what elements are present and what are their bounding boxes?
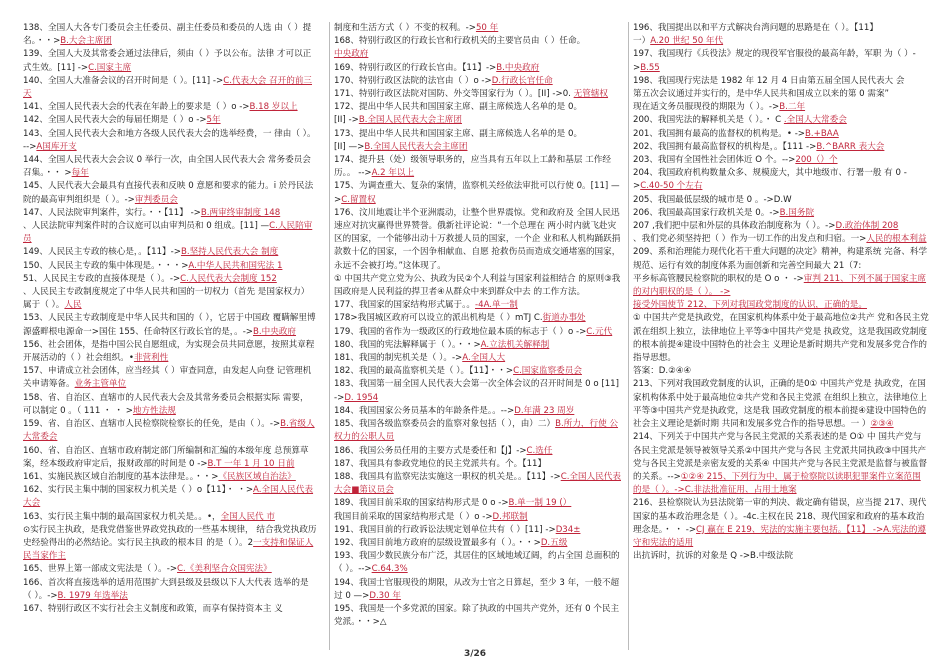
text-line (23, 246, 317, 259)
answer-text: B.国务院 (779, 207, 815, 218)
text-line (334, 378, 624, 404)
text-line (334, 537, 624, 550)
text-line (334, 101, 624, 114)
question-text: 143、全国人民代表大会和地方各级人民代表大会的选举经费，一 律由（ ）。 --> (23, 128, 316, 152)
text-line (334, 352, 624, 365)
answer-text: A.中华人民共和国宪法 1 (188, 260, 283, 271)
text-line (334, 62, 624, 75)
answer-text: B.省级人大常委会 (23, 419, 315, 443)
text-line (633, 101, 929, 114)
question-text: 213、下列对我国政党制度的认识，正确的是0① 中国共产党是 执政党，在国家机构体系中处于最高地位②共产党和各民主党派 在组织上独立，法律地位上平等③中国共产党是执政党，这是我 国政党制度的根本前提④建设中国特色的社会主义理论是新时期 共同和发展多党合作的指导思想。一 ） (633, 379, 928, 430)
text-line (633, 141, 929, 154)
text-line (23, 471, 317, 484)
text-line (633, 194, 929, 207)
question-text: 165、世界上第一部成文宪法是（ ）。-> (23, 564, 178, 575)
question-text: 185、我国各级监察委员会的监察对象包括（ ），由）二） (334, 419, 556, 430)
text-line (633, 128, 929, 141)
text-line (334, 154, 624, 180)
question-text: 187、我国具有参政党地位的民主党派共有。个。【11】 (334, 458, 547, 469)
text-line (334, 577, 624, 603)
answer-text: B.^BARR 表大会 (816, 141, 885, 152)
answer-text: D. 1954 (344, 392, 379, 403)
question-text: ① 中国共产党立党为公、执政为民②个人利益与国家利益相结合 的原则③我国政府是人民利益的捍卫者④从群众中来到群众中去 的工作方法。 (334, 273, 621, 298)
answer-text: D.政治体制 208 (835, 221, 899, 232)
question-text: 209、系和治理能力现代化若干重大问题的决定》精神，构建系统 完备、科学规范、运行有效的制度体系为面创新和完善空间最大 21（7: (633, 247, 928, 271)
text-line (633, 431, 929, 497)
answer-text: C.代表大会 召开的前三天 (23, 75, 313, 100)
text-line (633, 75, 929, 88)
question-text: 153、人民民主专政制度是中华人民共和国的（ ），它居于中国政 覆瞒解里博源盛畔根电源命一>国住 155、任命特区行政长官的是，。-> (23, 313, 316, 337)
answer-text: 审判委员会 (134, 194, 178, 205)
answer-text: B.二年 (779, 102, 806, 113)
answer-text: -4A.单一制 (475, 300, 518, 311)
answer-text: 审判 211、下列不属于国家主席的对内职权的是（ ）。 -> (633, 273, 927, 298)
answer-text: C.人民代表大会制度 152 (180, 273, 277, 284)
text-line (633, 550, 929, 563)
text-line (334, 405, 624, 418)
answer-text: D.30 年 (369, 590, 401, 601)
answer-text: 业务主管单位 (74, 379, 127, 390)
question-text: 170、特别行政区法院的法官由（ ）o -> (334, 75, 492, 86)
question-text: 我国目前采取的国家结构形式是（ ）o -> (334, 511, 493, 522)
answer-text: B.单一制 19 (） (508, 498, 572, 509)
answer-text: 非营利性 (133, 353, 169, 364)
question-text: 181、我国的制宪机关是（ ）。-> (334, 353, 463, 364)
text-line (23, 114, 317, 127)
text-line (334, 418, 624, 444)
question-text: 出抗诉时，抗诉的对象是 Q ->B.中级法院 (633, 551, 794, 562)
answer-text: 全国人民代 市 (220, 511, 275, 522)
text-line (633, 365, 929, 378)
question-text: 179、我国的省作为一级政区的行政地位最本质的标志于（ ）o -> (334, 326, 587, 337)
text-line (23, 154, 317, 180)
answer-text: D.五级 (540, 537, 568, 548)
question-text: 现在适文务员服现役的期限为（ ）。-> (633, 102, 780, 113)
page-number: 3/26 (463, 649, 487, 659)
text-line (334, 312, 624, 325)
answer-text: B.两审终审制度 148 (200, 207, 281, 218)
question-text: 、我们党必须坚持把（ ）作为一切工作的出发点和归宿。一> (633, 234, 867, 245)
text-line (633, 22, 929, 35)
answer-text: C.《美利坚合众国宪法》 (177, 564, 272, 575)
question-text: 191、我国目前的行政诉讼法规定划单位共有（ ）[11] -> (334, 524, 556, 535)
question-text: ① 中国共产党是执政党，在国家机构体系中处于最高地位②共产 党和各民主党派在组织上独立，法律地位上平等③中国共产党是 执政党，这是我国政党制度的根本前提④建设中国特色的社会主 义理论是新时期共产党和发展多党合作的指导思想。 (633, 313, 929, 364)
text-line (334, 326, 624, 339)
question-text: [II] —> (334, 141, 365, 152)
question-text: 156、社会团体，是指中国公民自愿组成，为实现会员共同意愿，按照其章程开展活动的（ ）社会组织。• (23, 339, 315, 364)
text-line (23, 22, 317, 48)
question-text: 163、实行民主集中制的最高国家权力机关是。。•， (23, 511, 221, 522)
question-text: 201、我国拥有最高的监督权的机构是。• -> (633, 128, 806, 139)
question-text: [II] -> (334, 115, 359, 126)
text-line (633, 88, 929, 101)
text-line (334, 22, 624, 35)
text-line (334, 35, 624, 48)
question-text: 172、提出中华人民共和国国家主席、副主席候选人名单的是 0。 (334, 102, 583, 113)
text-line (23, 312, 317, 338)
text-line (633, 167, 929, 193)
column-right (628, 22, 929, 650)
text-line (23, 365, 317, 391)
text-line (334, 458, 624, 471)
question-text: 145、人民代表大会最具有直接代表和反映 0 意愿和要求的能力。i 於丹民法院的最高审判组织是（ ）。-> (23, 181, 314, 205)
question-text: 214、下列关于中国共产党与各民主党派的关系表述的是 O① 中 国共产党与各民主党派是领导被领导关系②中国共产党与各民 主党派共同执政③中国共产党与各民主党派是亲密友爱的关系④ 中国共产党与各民主党派是监督与被监督的关系。--> (633, 432, 928, 482)
question-text: 216、县检察院认为县法院第一审的判决、裁定确有错误，应当提 217、现代国家的基本政治理念是（ ）。-4c.主权在民 218、现代国家和政府的基本政治理念是。・ ・ -> (633, 498, 927, 535)
question-text: 制度和生活方式（ ）不变的权利。-> (334, 23, 476, 33)
column-middle (329, 22, 624, 650)
question-text: 160、省、自治区、直辖市政府制定部门所编制和汇编的本级年度 总预算草案，经本级政府审定后，报财政部的时间是 0 -> (23, 445, 309, 469)
answer-text: C.留置权 (341, 194, 376, 205)
text-line (334, 128, 624, 141)
answer-text: B.中央政府 (496, 62, 540, 73)
text-line (334, 471, 624, 497)
answer-text: C.人民陪审员 (23, 221, 313, 245)
question-text: 138、全国人大各专门委员会主任委员、副主任委员和委员的人选 由（ ）提名。・・> (23, 23, 312, 47)
question-text: 166、首次将直接选举的适用范围扩大到县级及县级以下人大代表 选举的是（ ）。-> (23, 577, 309, 601)
answer-text: 人民的根本利益 (866, 234, 927, 245)
question-text: 167、特别行政区不实行社会主义制度和政策，而享有保持资本主 义 (23, 603, 283, 614)
text-line (633, 48, 929, 74)
question-text: 202、我国拥有最高监督权的机构是，。【111 -> (633, 141, 817, 152)
question-text: 175、为调查重大、复杂的案情，监察机关经依法审批可以行使 0。[11] —> (334, 181, 620, 205)
text-line (334, 365, 624, 378)
text-line (23, 445, 317, 471)
question-text: 173、提出中华人民共和国国家主席、副主席候选人名单的是 0。 (334, 128, 583, 139)
answer-text: B.18 岁以上 (249, 102, 298, 113)
question-text: 一） (633, 36, 651, 47)
answer-text: C.元代 (586, 326, 613, 337)
text-line (633, 207, 929, 220)
question-text: 192、我国目前地方政府的层级设置最多有（ ）。・・> (334, 537, 541, 548)
question-text: 183、我国第一届全国人民代表大会第一次全体会议的召开时间是 0 o [11] -> (334, 379, 619, 403)
answer-text: 一支持和保证人民当家作主 (23, 537, 314, 562)
text-line (23, 128, 317, 154)
question-text: 147、人民法院审判案件，实行。・・【11】 -> (23, 207, 201, 218)
answer-text: B. 1979 年选举法 (57, 590, 128, 601)
question-text: 203、我国有全国性社会团体近 O 个。--> (633, 155, 796, 166)
answer-text: CJ 赢在 E 219、宪法的实施主要包括。【11】 ->A.宪法的遵守和宪法的适用 (633, 524, 927, 548)
text-line (633, 233, 929, 246)
text-line (633, 114, 929, 127)
question-text: 161、实施民族区域自治制度的基本法律是。。・・> (23, 471, 219, 482)
question-text: 184、我国国家公务员基本的年龄条件是。。--> (334, 405, 515, 416)
answer-text: C.选任 (526, 445, 553, 456)
answer-text: C.64.3% (371, 564, 408, 575)
question-text: 141、全国人民代表大会的代表在年龄上的要求是（ ）o -> (23, 102, 250, 113)
question-text: 149、人民民主专政的核心是，。【11】-> (23, 247, 181, 258)
text-line (633, 273, 929, 299)
text-line (633, 378, 929, 431)
question-text: 197、我国现行《兵役法》规定的现役军官服役的最高年龄，军职 为（ ）-> (633, 49, 916, 73)
text-line (23, 75, 317, 101)
question-text: 158、省、自治区、直辖市的人民代表大会及其常务委员会根据实际 需要，可以制定 0 。（ 111 ・ ・ > (23, 392, 309, 416)
question-text: 140、全国人大准备会议的召开时间是（ ）。[11] -> (23, 75, 224, 86)
text-line (334, 75, 624, 88)
answer-text: C.40-50 个左右 (640, 181, 703, 192)
text-line (633, 35, 929, 48)
answer-text: B.所力，行使 公 权力的公职人员 (334, 419, 619, 443)
text-line (334, 524, 624, 537)
text-line (334, 339, 624, 352)
answer-text: B.全国人民代表大会主席团 (358, 115, 462, 126)
text-line (23, 48, 317, 74)
column-left (23, 22, 317, 650)
question-text: 162、实行民主集中制的国家权力机关是（ ）o【11】・ ・> (23, 485, 254, 496)
text-line (23, 101, 317, 114)
text-line (334, 497, 624, 510)
answer-text: C.国家主席 (88, 62, 132, 73)
answer-text: C.全国人民代表大会■第议员会 (334, 471, 621, 496)
answer-text: 《民族区域自治法》 (218, 471, 296, 482)
question-text: 189、我国目前采取的国家结构形式是 0 o -> (334, 498, 509, 509)
question-text: 144、全国人民代表大会会议 0 举行一次，由全国人民代表大会 常务委员会召集。・・ > (23, 155, 311, 179)
question-text: 188、我国具有监察宪法实施这一职权的机关是。。【11】-> (334, 471, 561, 482)
answer-text: D.邦联制 (492, 511, 528, 522)
question-text: 186、我国公务员任用的主要方式是委任和【J】-> (334, 445, 527, 456)
text-line (23, 339, 317, 365)
text-line (23, 286, 317, 312)
question-text: 159、省、自治区、直辖市人民检察院检察长的任免，是由（ ）。-> (23, 419, 281, 430)
text-line (633, 497, 929, 550)
question-text: 194、我国士官服现役的期限，从改为士官之日算起，至少 3 年，一般不超过 0 —> (334, 577, 620, 601)
question-text: 193、我国少数民族分布广泛，其居住的区域地域辽阔，约占全国 总面积的（ ）。--> (334, 551, 620, 575)
question-text: 139、全国人大及其常委会通过法律后，须由（ ）予以公布。法律 才可以正式生效。[11] -> (23, 49, 312, 73)
question-text: 第五次会议通过并实行的，是中华人民共和国成立以来的第 0 需案” (633, 89, 890, 100)
question-text: 178>我国城区政府可以设立的派出机构是（ ）mTJ C. (334, 313, 543, 324)
question-text: 168、特别行政区的行政长官和行政机关的主要官员由（ ）任命。 (334, 36, 586, 47)
text-line (23, 563, 317, 576)
text-line (334, 550, 624, 576)
answer-text: A.全国人大 (462, 353, 506, 364)
question-text: 204、我国政府机构数量众多、规模庞大，其中地级市、行署一般 有 0 -> (633, 168, 907, 192)
answer-text: 5年 (206, 115, 221, 126)
answer-text: D.行政长官任命 (491, 75, 553, 86)
question-text: 平乡标高管腰民检察院的职权的是 O o ・ -> (633, 273, 804, 284)
question-text: 207 ,我们把中层和外层的具体政治制度称为（ ）。-> (633, 221, 836, 232)
text-line (334, 180, 624, 206)
question-text: 205、我国最低层级的城市是 0 。->D.W (633, 194, 792, 205)
question-text: 198、我国现行宪法是 1982 年 12 月 4 日由第五届全国人民代表大 会 (633, 75, 905, 86)
text-line (334, 299, 624, 312)
answer-text: D34± (555, 524, 581, 535)
text-line (334, 273, 624, 299)
text-line (633, 312, 929, 365)
text-line (23, 260, 317, 273)
text-line (23, 220, 317, 246)
answer-text: ②③④ (870, 419, 894, 430)
text-line (633, 299, 929, 312)
question-text: 174、提升县（处）级领导职务的，应当具有五年以上工龄和基层 工作经历。。 --> (334, 155, 611, 179)
answer-text: .全国人大常委会 (783, 115, 847, 126)
answer-text: C.国家监察委员会 (513, 366, 582, 377)
answer-text: ①②④ 215、下列行为中，属于检察院以读职犯罪案件立案范围的是（ ）。->C.非法批准征用、占用土地案 (633, 471, 921, 496)
text-line (23, 180, 317, 206)
text-line (23, 577, 317, 603)
text-line (633, 154, 929, 167)
question-text: 142、全国人民代表大会的每届任期是（ ）o -> (23, 115, 207, 126)
answer-text: 200（）个 (795, 155, 838, 166)
answer-text: 50 年 (475, 23, 499, 33)
text-line (23, 484, 317, 510)
answer-text: 无管辖权 (573, 89, 609, 100)
text-line (23, 392, 317, 418)
answer-text: 接受外国使节 212、下列对我国政党制度的认识，正确的是。 (633, 300, 867, 311)
text-line (334, 207, 624, 273)
answer-text: A.2 年以上 (371, 168, 415, 179)
text-line (633, 246, 929, 272)
text-line (334, 511, 624, 524)
question-text: 答案：D.②④④ (633, 366, 692, 377)
answer-text: A.20 世纪 50 年代 (650, 36, 724, 47)
answer-text: B.中央政府 (253, 326, 297, 337)
question-text: 、人民民主专政制度规定了中华人民共和国的一切权力（首先 是国家权力）属于（ ）。 (23, 287, 310, 311)
answer-text: A.立法机关解释制 (480, 339, 550, 350)
question-text: 200、我国宪法的解释机关是（ ）。・ C (633, 115, 784, 126)
question-text: 182、我国的最高监察机关是（ ）。【11】・・> (334, 366, 514, 377)
text-line (334, 88, 624, 101)
question-text: 206、我国最高国家行政机关是 0。-> (633, 207, 780, 218)
text-line (633, 220, 929, 233)
question-text: 169、特别行政区的行政长官由。【11】-> (334, 62, 497, 73)
question-text: 195、我国是一个多党派的国家。除了执政的中国共产党外，还有 0 个民主党派。・・>△ (334, 603, 620, 628)
question-text: 177、我国家的国家结构形式属于。。 (334, 300, 476, 311)
answer-text: B.55 (640, 62, 660, 73)
answer-text: B.+BAA (805, 128, 839, 139)
question-text: 180、我国的宪法解释属于（ ）。・・> (334, 339, 481, 350)
answer-text: B.大会主席团 (60, 36, 112, 47)
question-text: ⊙实行民主执政，是我党借鉴世界政党执政的一些基本规律， 结合我党执政历史经验得出的必然结论。实行民主执政的根本目 的是（ ）。2 (23, 524, 317, 548)
text-line (23, 603, 317, 616)
answer-text: 人民 (64, 300, 82, 311)
text-line (23, 524, 317, 564)
text-line (334, 48, 624, 61)
question-text: 196、我国提出以和平方式解决台湾问题的思路是在（ ）。【11】 (633, 23, 878, 33)
text-line (334, 141, 624, 154)
answer-text: B.全国人民代表大会主席团 (364, 141, 468, 152)
answer-text: A.全国人民代表大会 (23, 485, 314, 509)
text-line (23, 273, 317, 286)
text-line (23, 418, 317, 444)
question-text: 51、人民民主专政的直接体现是（ ）。-> (23, 273, 181, 284)
question-text: 157、申请成立社会团体，应当经其（ ）审查同意，由发起人向登 记管理机关申请筹备。 (23, 366, 312, 390)
text-line (334, 114, 624, 127)
text-line (23, 207, 317, 220)
text-line (334, 603, 624, 629)
answer-text: B.T 一年 1 月 10 日前 (207, 458, 295, 469)
question-text: 176、汶川地震让半个亚洲震动，让整个世界震惊。党和政府及 全国人民迅速应对抗灾赢得世界赞誉。俄新社评论说：“一个总理在 两小时内就飞赴灾区的国家，一个能够出动十万救援人员的国家，一个企 业和私人机构踊跃捐款数十亿的国家，一个因争相献血、自愿 抢救伤员而造成交通堵塞的国家，永远不会被打垮。”这体现了。 (334, 207, 621, 271)
text-line (23, 511, 317, 524)
question-text: 171、特别行政区法院对国防、外交等国家行为（ ）。[II] ->0. (334, 89, 574, 100)
answer-text: 街道办事处 (542, 313, 586, 324)
answer-text: D.年满 23 周岁 (514, 405, 575, 416)
question-text: 、人民法院审判案件时的合议庭可以由审判员和 0 组成。[11] — (23, 221, 270, 232)
answer-text: B.坚持人民代表大会 制度 (180, 247, 279, 258)
answer-text: A国库开支 (36, 141, 77, 152)
answer-text: 中央政府 (334, 49, 369, 60)
answer-text: 地方性法规 (132, 405, 176, 416)
answer-text: 每年 (71, 168, 89, 179)
text-line (334, 445, 624, 458)
question-text: 150、人民民主专政的集中体现是。・・・> (23, 260, 189, 271)
